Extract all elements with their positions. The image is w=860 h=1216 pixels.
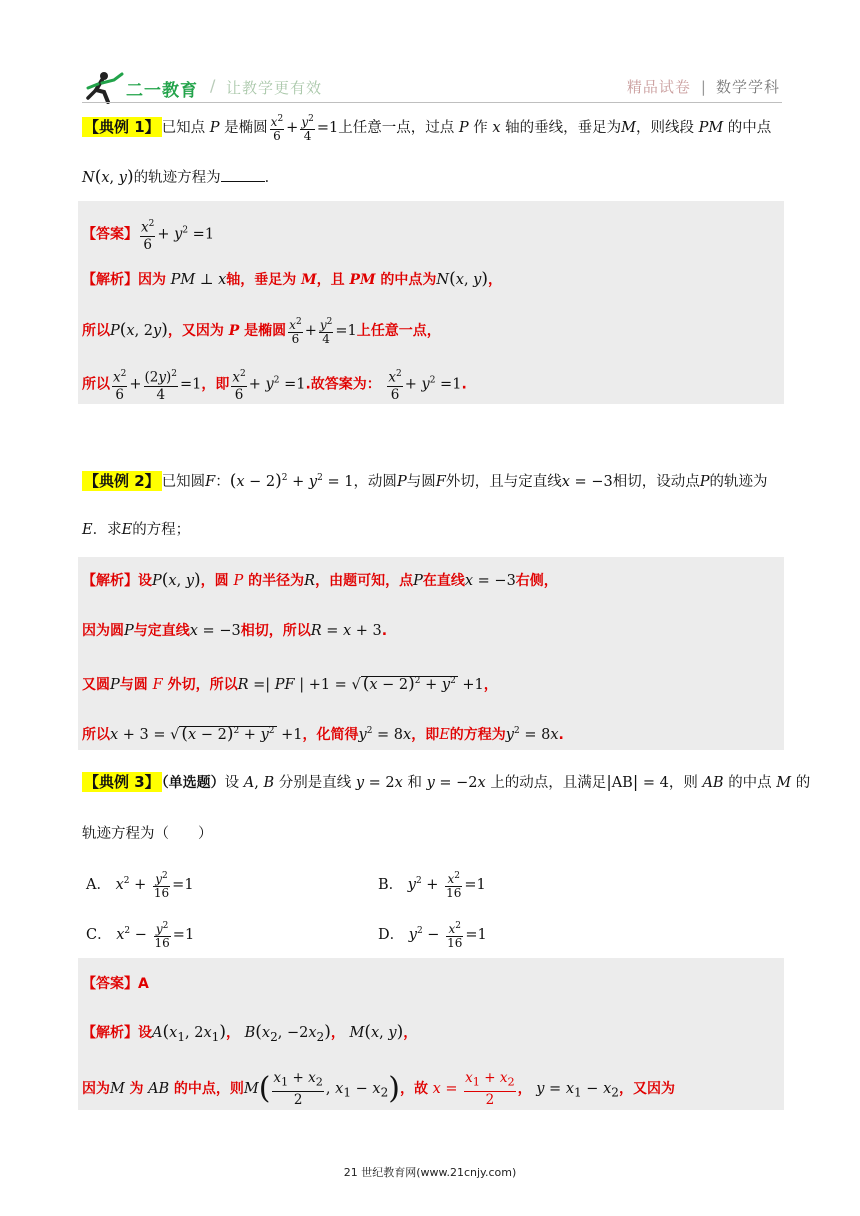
- analysis-label: 【解析】: [82, 272, 138, 288]
- ex2-analysis-text: ，即: [411, 726, 440, 743]
- ex3-text: ，则: [668, 775, 698, 791]
- ex2-analysis-line3: 又圆P与圆 F 外切，所以R =| PF | +1 = √ $(x - 2)^2 + y^2 +1$，: [82, 673, 498, 694]
- ex2-analysis-text: 因为圆: [82, 623, 124, 639]
- ex1-analysis-text: 因为: [138, 272, 166, 288]
- ex1-analysis-text: ，且: [316, 272, 350, 288]
- ex3-analysis-text: ，: [403, 1025, 418, 1041]
- ex1-text: 轴的垂线，垂足为: [500, 120, 622, 136]
- option-b-label: B．: [378, 877, 404, 893]
- ex3-analysis-text: ，: [225, 1025, 240, 1041]
- ex2-analysis-text: 在直线: [422, 573, 465, 589]
- answer-label: 【答案】: [82, 226, 138, 243]
- ex2-analysis-text: ，化简得: [302, 726, 359, 743]
- ex1-analysis-line1: 【解析】因为 PM ⊥ x轴，垂足为 M，且 PM 的中点为N(x, y)，: [82, 269, 502, 289]
- ex3-analysis-text: 的中点，则: [173, 1080, 244, 1097]
- ex1-tag: 【典例 1】: [84, 118, 160, 136]
- option-c-label: C．: [86, 927, 112, 943]
- ex1-analysis-text: 所以: [82, 376, 110, 393]
- header-label-subject: 数学学科: [715, 78, 780, 96]
- ex3-answer: [82, 973, 149, 995]
- ex1-text: 的中点: [723, 120, 772, 136]
- ex3-text: 的中点: [728, 775, 772, 791]
- ex3-tag: 【典例 3】: [84, 773, 160, 791]
- ex3-analysis-text: ，: [517, 1080, 532, 1097]
- ex2-analysis-line2: 因为圆P与定直线x = −3相切，所以R = x + 3.: [82, 623, 388, 639]
- ex1-text: ，则线段: [635, 120, 699, 136]
- ex2-analysis-text: 设: [138, 573, 152, 589]
- runner-logo-icon: [82, 70, 128, 104]
- ex2-analysis-text: .: [381, 623, 388, 639]
- ex1-text: 已知点: [161, 120, 210, 136]
- ex2-question-line2: E．求E的方程；: [82, 522, 191, 538]
- ex2-text: ．求: [92, 522, 122, 538]
- ex1-text: ．: [264, 170, 280, 186]
- ex2-analysis-text: 与定直线: [133, 623, 190, 639]
- ex1-analysis-line3: 所以 $\frac{x^2}{6}$ + $\frac{(2y)^2}{4}$ =1，即 $\frac{x^2}{6}$ + $y^2 =1$.故答案为： $\frac{x^2}{6}$ + $y^2 =1$.: [82, 366, 467, 403]
- header-label-premium: 精品试卷: [626, 78, 691, 96]
- ex1-analysis-text: 所以: [82, 323, 110, 339]
- option-a-label: A．: [86, 877, 111, 893]
- ex3-text: 和: [407, 775, 422, 791]
- ex1-question-line1: 【典例 1】 已知点 P 是椭圆 $\frac{x^2}{6}$ + $\frac{y^2}{4}$ =1上任意一点，过点 P 作 x 轴的垂线，垂足为M，则线段 PM 的中点: [84, 114, 772, 143]
- ex2-analysis-line1: 【解析】设P(x, y)，圆 P 的半径为R，由题可知，点P在直线x = −3右侧，: [82, 570, 558, 590]
- ex2-text: 与圆: [406, 473, 436, 490]
- ex2-text: 的方程；: [132, 522, 191, 538]
- ex2-analysis-text: 又圆: [82, 676, 110, 693]
- ex2-analysis-text: ，由题可知，点: [315, 573, 414, 589]
- option-d-label: D．: [378, 927, 405, 943]
- ex1-analysis-text: ，又因为: [167, 323, 229, 339]
- ex1-text: 是椭圆: [219, 120, 268, 136]
- brand-name: 二一教育: [126, 81, 198, 101]
- ex2-text: 已知圆: [161, 473, 206, 490]
- ex2-text: 的轨迹为: [709, 473, 768, 490]
- ex2-text: 相切，设动点: [612, 473, 700, 490]
- ex3-analysis-text: ，又因为: [618, 1080, 675, 1097]
- ex1-question-line2: N(x, y)的轨迹方程为 ．: [82, 167, 280, 187]
- ex2-text: 外切，且与定直线: [445, 473, 562, 490]
- ex3-text: 上的动点，且满足: [490, 775, 607, 791]
- ex1-analysis-text: 的中点为: [375, 272, 437, 288]
- brand-slogan: 让教学更有效: [226, 79, 323, 97]
- ex3-analysis-text: 为: [129, 1080, 144, 1097]
- page-footer: 21 世纪教育网(www.21cnjy.com): [343, 1166, 517, 1179]
- ex1-analysis-text: 上任意一点，: [356, 323, 441, 339]
- answer-value: A: [138, 976, 149, 992]
- ex2-question-line1: 【典例 2】 已知圆F：$(x - 2)^2 + y^2 = 1$，动圆P与圆F外切，且与定直线x = −3相切，设动点P的轨迹为: [84, 470, 768, 491]
- ex1-analysis-text: 是椭圆: [239, 323, 287, 339]
- ex2-analysis-text: 所以: [82, 726, 110, 743]
- header-separator: |: [700, 78, 706, 96]
- ex3-analysis-line2: 因为M 为 AB 的中点，则M( $\frac{x_1 + x_2}{2}$ , $x_1 - x_2$)，故 x = $\frac{x_1 + x_2}{2}$ ， $y = x_1 - x_2$，又因为: [82, 1070, 675, 1108]
- ex1-analysis-line2: 所以P(x, 2y)，又因为 P 是椭圆 $\frac{x^2}{6}$ + $\frac{y^2}{4}$ =1上任意一点，: [82, 317, 441, 346]
- option-a[interactable]: A． $x^2$ + $\frac{y^2}{16}$ =1: [86, 871, 194, 900]
- answer-blank: [221, 167, 265, 182]
- ex3-text: 的: [795, 775, 811, 791]
- option-b[interactable]: B． $y^2$ + $\frac{x^2}{16}$ =1: [378, 871, 486, 900]
- ex1-text: 作: [468, 120, 493, 136]
- ex3-analysis-text: 设: [138, 1025, 152, 1041]
- ex1-text: 上任意一点，过点: [338, 120, 459, 136]
- analysis-label: 【解析】: [82, 1025, 138, 1041]
- ex3-analysis-line1: 【解析】设$A(x_1$, $2x_1$)， $B(x_2$, $-2x_2$)， M(x, y)，: [82, 1022, 418, 1044]
- analysis-label: 【解析】: [82, 573, 138, 589]
- brand-logo: [82, 70, 342, 104]
- question-type: （单选题）: [161, 775, 225, 791]
- ex2-analysis-text: 的半径为: [243, 573, 305, 589]
- ex1-analysis-text: ，: [488, 272, 502, 288]
- ex2-text: ，动圆: [353, 473, 397, 490]
- ex2-analysis-text: ，: [483, 676, 498, 693]
- ex1-analysis-text: ，即: [201, 376, 230, 393]
- brand-divider: /: [210, 76, 216, 95]
- header-divider: [82, 102, 782, 103]
- ex3-analysis-text: ，故: [399, 1080, 428, 1097]
- ex1-analysis-text: .: [461, 376, 467, 393]
- ex2-analysis-text: 的方程为: [449, 726, 506, 743]
- header-right: [627, 76, 780, 97]
- ex3-text: 分别是直线: [278, 775, 352, 791]
- ex3-analysis-text: ，: [330, 1025, 345, 1041]
- ex2-analysis-text: ，圆: [200, 573, 234, 589]
- option-d[interactable]: D． $y^2$ − $\frac{x^2}{16}$ =1: [378, 921, 487, 950]
- ex2-analysis-text: 外切，所以: [162, 676, 238, 693]
- answer-label: 【答案】: [82, 976, 138, 992]
- ex2-tag: 【典例 2】: [84, 471, 160, 490]
- ex2-analysis-text: 相切，所以: [240, 623, 311, 639]
- ex2-text: ：: [215, 473, 230, 490]
- option-c[interactable]: C． $x^2$ − $\frac{y^2}{16}$ =1: [86, 921, 195, 950]
- ex1-analysis-text: 轴，垂足为: [226, 272, 302, 288]
- ex1-analysis-text: .故答案为：: [305, 376, 381, 393]
- ex3-question-line2: 轨迹方程为（ ）: [82, 826, 213, 842]
- ex3-analysis-text: 因为: [82, 1080, 110, 1097]
- ex3-question-line1: 【典例 3】 （单选题）设 A, B 分别是直线 y = 2x 和 y = −2x 上的动点，且满足|AB| = 4，则 AB 的中点 M 的: [84, 772, 811, 791]
- ex2-analysis-line4: 所以x + 3 = √ $(x - 2)^2 + y^2 +1$，化简得$y^2 = 8x$，即E的方程为$y^2 = 8x$.: [82, 723, 564, 744]
- ex2-analysis-text: 与圆: [119, 676, 153, 693]
- ex2-analysis-text: .: [558, 726, 564, 743]
- ex3-text: 设: [224, 775, 240, 791]
- ex1-text: 的轨迹方程为: [133, 170, 221, 186]
- ex1-answer: 【答案】 $\frac{x^2}{6}$ + $y^2 =1$: [82, 216, 214, 253]
- ex2-analysis-text: 右侧，: [515, 573, 558, 589]
